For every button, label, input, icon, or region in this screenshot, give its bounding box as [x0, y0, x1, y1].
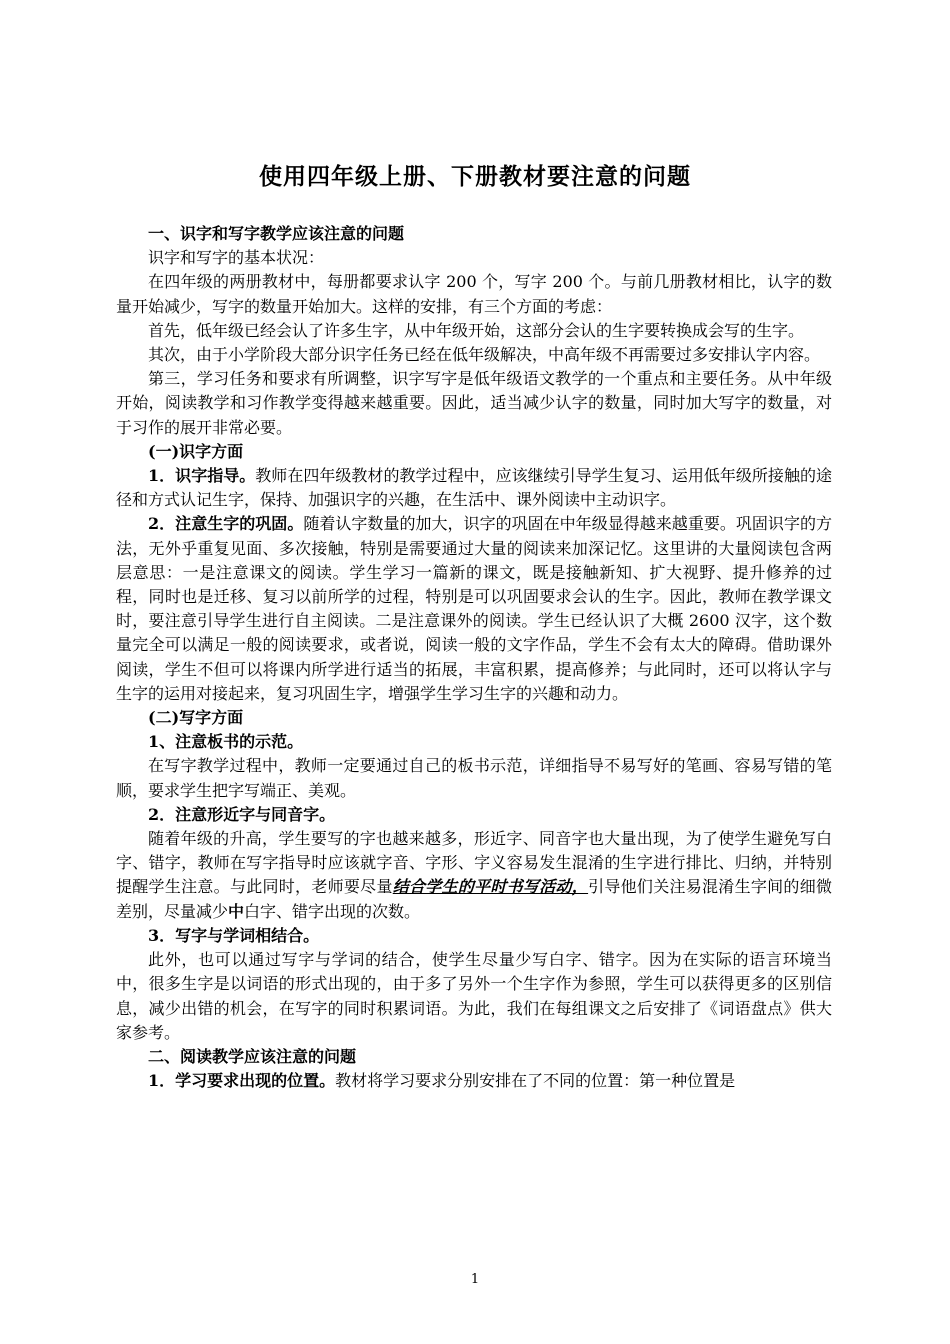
- page-number: 1: [470, 1272, 480, 1287]
- paragraph: 其次，由于小学阶段大部分识字任务已经在低年级解决，中高年级不再需要过多安排认字内容。: [148, 345, 821, 365]
- paragraph: 第三，学习任务和要求有所调整，识字写字是低年级语文教学的一个重点和主要任务。从中年级开始，阅读教学和习作教学变得越来越重要。因此，适当减少认字的数量，同时加大写字的数量，对于习作的展开非常必要。: [116, 369, 832, 437]
- paragraph: 在四年级的两册教材中，每册都要求认字 200 个，写字 200 个。与前几册教材相比，认字的数量开始减少，写字的数量开始加大。这样的安排，有三个方面的考虑：: [116, 272, 832, 316]
- paragraph: 此外，也可以通过写字与学词的结合，使学生尽量少写白字、错字。因为在实际的语言环境当中，很多生字是以词语的形式出现的，由于多了另外一个生字作为参照，学生可以获得更多的区别信息，减少出错的机会，在写字的同时积累词语。为此，我们在每组课文之后安排了《词语盘点》供大家参考。: [116, 950, 832, 1042]
- paragraph: [116, 1069, 832, 1093]
- paragraph-text: 随着年级的升高，学生要写的字也越来越多，形近字、同音字也大量出现，为了使学生避免写白字、错字，教师在写字指导时应该就字音、字形、字义容易发生混淆的生字进行排比、归纳，并特别提醒学生注意。与此同时，老师要尽量: [116, 829, 832, 897]
- paragraph-text: 教师在四年级教材的教学过程中，应该继续引导学生复习、运用低年级所接触的途径和方式认记生字，保持、加强识字的兴趣，在生活中、课外阅读中主动识字。: [116, 466, 832, 510]
- emphasized-text: 结合学生的平时书写活动，: [392, 877, 589, 897]
- paragraph: 识字和写字的基本状况：: [148, 248, 325, 268]
- paragraph: [116, 827, 832, 924]
- document-body: [116, 222, 832, 1093]
- subsection-heading: (一)识字方面: [148, 441, 244, 461]
- bold-char: 中: [228, 901, 245, 921]
- paragraph-lead: 2．注意生字的巩固。: [148, 514, 304, 534]
- point-heading: 1、注意板书的示范。: [148, 732, 304, 752]
- section-heading: 一、识字和写字教学应该注意的问题: [148, 224, 405, 243]
- paragraph-text: 白字、错字出现的次数。: [244, 901, 421, 921]
- paragraph-text: 引导他们关注易混淆生字间的细微差别，尽量减少: [116, 877, 832, 921]
- point-heading: 2．注意形近字与同音字。: [148, 804, 336, 824]
- paragraph: 在写字教学过程中，教师一定要通过自己的板书示范，详细指导不易写好的笔画、容易写错的笔顺，要求学生把字写端正、美观。: [116, 756, 832, 800]
- paragraph-text: 教材将学习要求分别安排在了不同的位置：第一种位置是: [335, 1071, 736, 1091]
- paragraph-lead: 1．学习要求出现的位置。: [148, 1071, 336, 1091]
- paragraph: 首先，低年级已经会认了许多生字，从中年级开始，这部分会认的生字要转换成会写的生字。: [148, 320, 805, 340]
- paragraph: [116, 464, 832, 512]
- paragraph: [116, 512, 832, 706]
- section-heading: 二、阅读教学应该注意的问题: [148, 1046, 357, 1066]
- paragraph-lead: 1．识字指导。: [148, 466, 256, 486]
- point-heading: 3．写字与学词相结合。: [148, 925, 320, 945]
- paragraph-text: 随着认字数量的加大，识字的巩固在中年级显得越来越重要。巩固识字的方法，无外乎重复见面、多次接触，特别是需要通过大量的阅读来加深记忆。这里讲的大量阅读包含两层意思：一是注意课文的阅读。学生学习一篇新的课文，既是接触新知、扩大视野、提升修养的过程，同时也是迁移、复习以前所学的过程，特别是可以巩固要求会认的生字。因此，教师在教学课文时，要注意引导学生进行自主阅读。二是注意课外的阅读。学生已经认识了大概 2600 汉字，这个数量完全可以满足一般的阅读要求，或者说，阅读一般的文字作品，学生不会有太大的障碍。借助课外阅读，学生不但可以将课内所学进行适当的拓展，丰富积累，提高修养；与此同时，还可以将认字与生字的运用对接起来，复习巩固生字，增强学生学习生字的兴趣和动力。: [116, 514, 832, 703]
- document-title: 使用四年级上册、下册教材要注意的问题: [259, 164, 691, 190]
- subsection-heading: (二)写字方面: [148, 708, 244, 728]
